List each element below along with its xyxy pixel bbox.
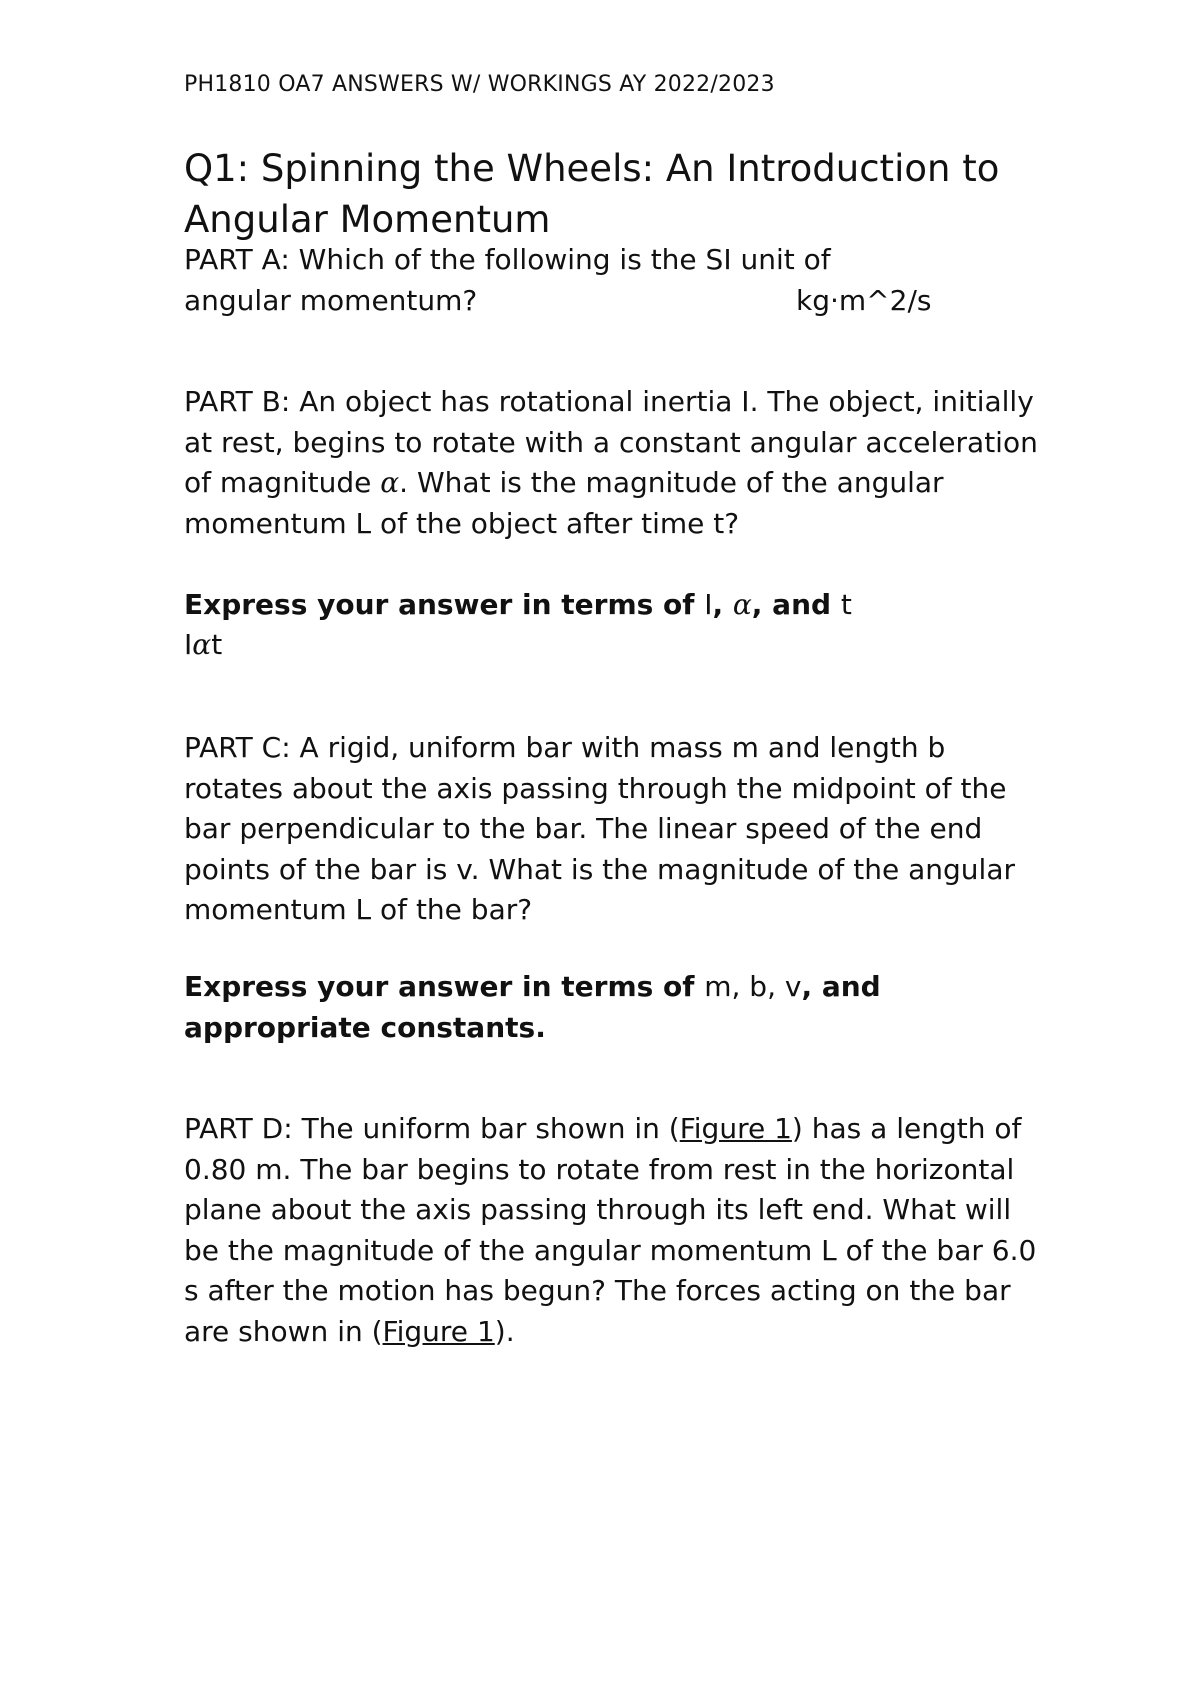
part-a-line-1: PART A: Which of the following is the SI unit of [184, 243, 831, 276]
part-c-express-prefix: Express your answer in terms of [184, 970, 705, 1003]
part-a-answer: kg·m^2/s [796, 283, 932, 317]
part-b-instruction [184, 585, 1044, 626]
part-d-question [184, 1109, 1044, 1352]
part-b-and: , and [751, 588, 841, 621]
figure-1-link-2[interactable]: Figure 1 [382, 1314, 495, 1348]
part-a-line-2 [184, 281, 1044, 322]
part-b-question-text: PART B: An object has rotational inertia I. The object, initially at rest, begins to rotate with a constant angular acceleration of magnitude [184, 385, 1038, 499]
part-b-answer-alpha: α [192, 628, 212, 661]
part-c-express-suffix: , and appropriate constants. [184, 970, 881, 1044]
figure-1-link[interactable]: Figure 1 [679, 1112, 792, 1145]
part-d-text-2: ) has a length of 0.80 m. The bar begins to rotate from rest in the horizontal plane about the axis passing through its left end. What will be the magnitude of the angular momentum L of the bar 6.0 s after the motion has begun? The forces acting on the bar are shown in ( [184, 1112, 1037, 1348]
part-b-question [184, 382, 1044, 544]
question-title: Q1: Spinning the Wheels: An Introduction to Angular Momentum [184, 147, 1000, 241]
part-b-var-t: t [840, 588, 852, 621]
part-b-express-prefix: Express your answer in terms of [184, 588, 705, 621]
part-c-question: PART C: A rigid, uniform bar with mass m and length b rotates about the axis passing through the midpoint of the bar perpendicular to the bar. The linear speed of the end points of the bar is v. What is the magnitude of the angular momentum L of the bar? [184, 731, 1016, 926]
part-d-text-1: PART D: The uniform bar shown in ( [184, 1112, 680, 1145]
part-b-answer-i: I [184, 628, 193, 661]
part-d-text-3: ). [494, 1314, 515, 1348]
part-b-answer-t: t [211, 628, 223, 661]
part-c-instruction [184, 967, 1044, 1048]
part-a-question: angular momentum? [184, 283, 478, 317]
part-b-answer [184, 625, 1044, 666]
part-b-comma: , [712, 588, 733, 621]
document-header: PH1810 OA7 ANSWERS W/ WORKINGS AY 2022/2023 [184, 72, 775, 97]
part-b-var-alpha: α [732, 588, 752, 621]
part-c-vars: m, b, v [704, 970, 802, 1003]
part-b-var-i: I [704, 588, 713, 621]
alpha-symbol: α [380, 466, 400, 499]
part-b-question-text-2: . What is the magnitude of the angular momentum L of the object after time t? [184, 466, 944, 540]
part-a [184, 240, 1044, 321]
